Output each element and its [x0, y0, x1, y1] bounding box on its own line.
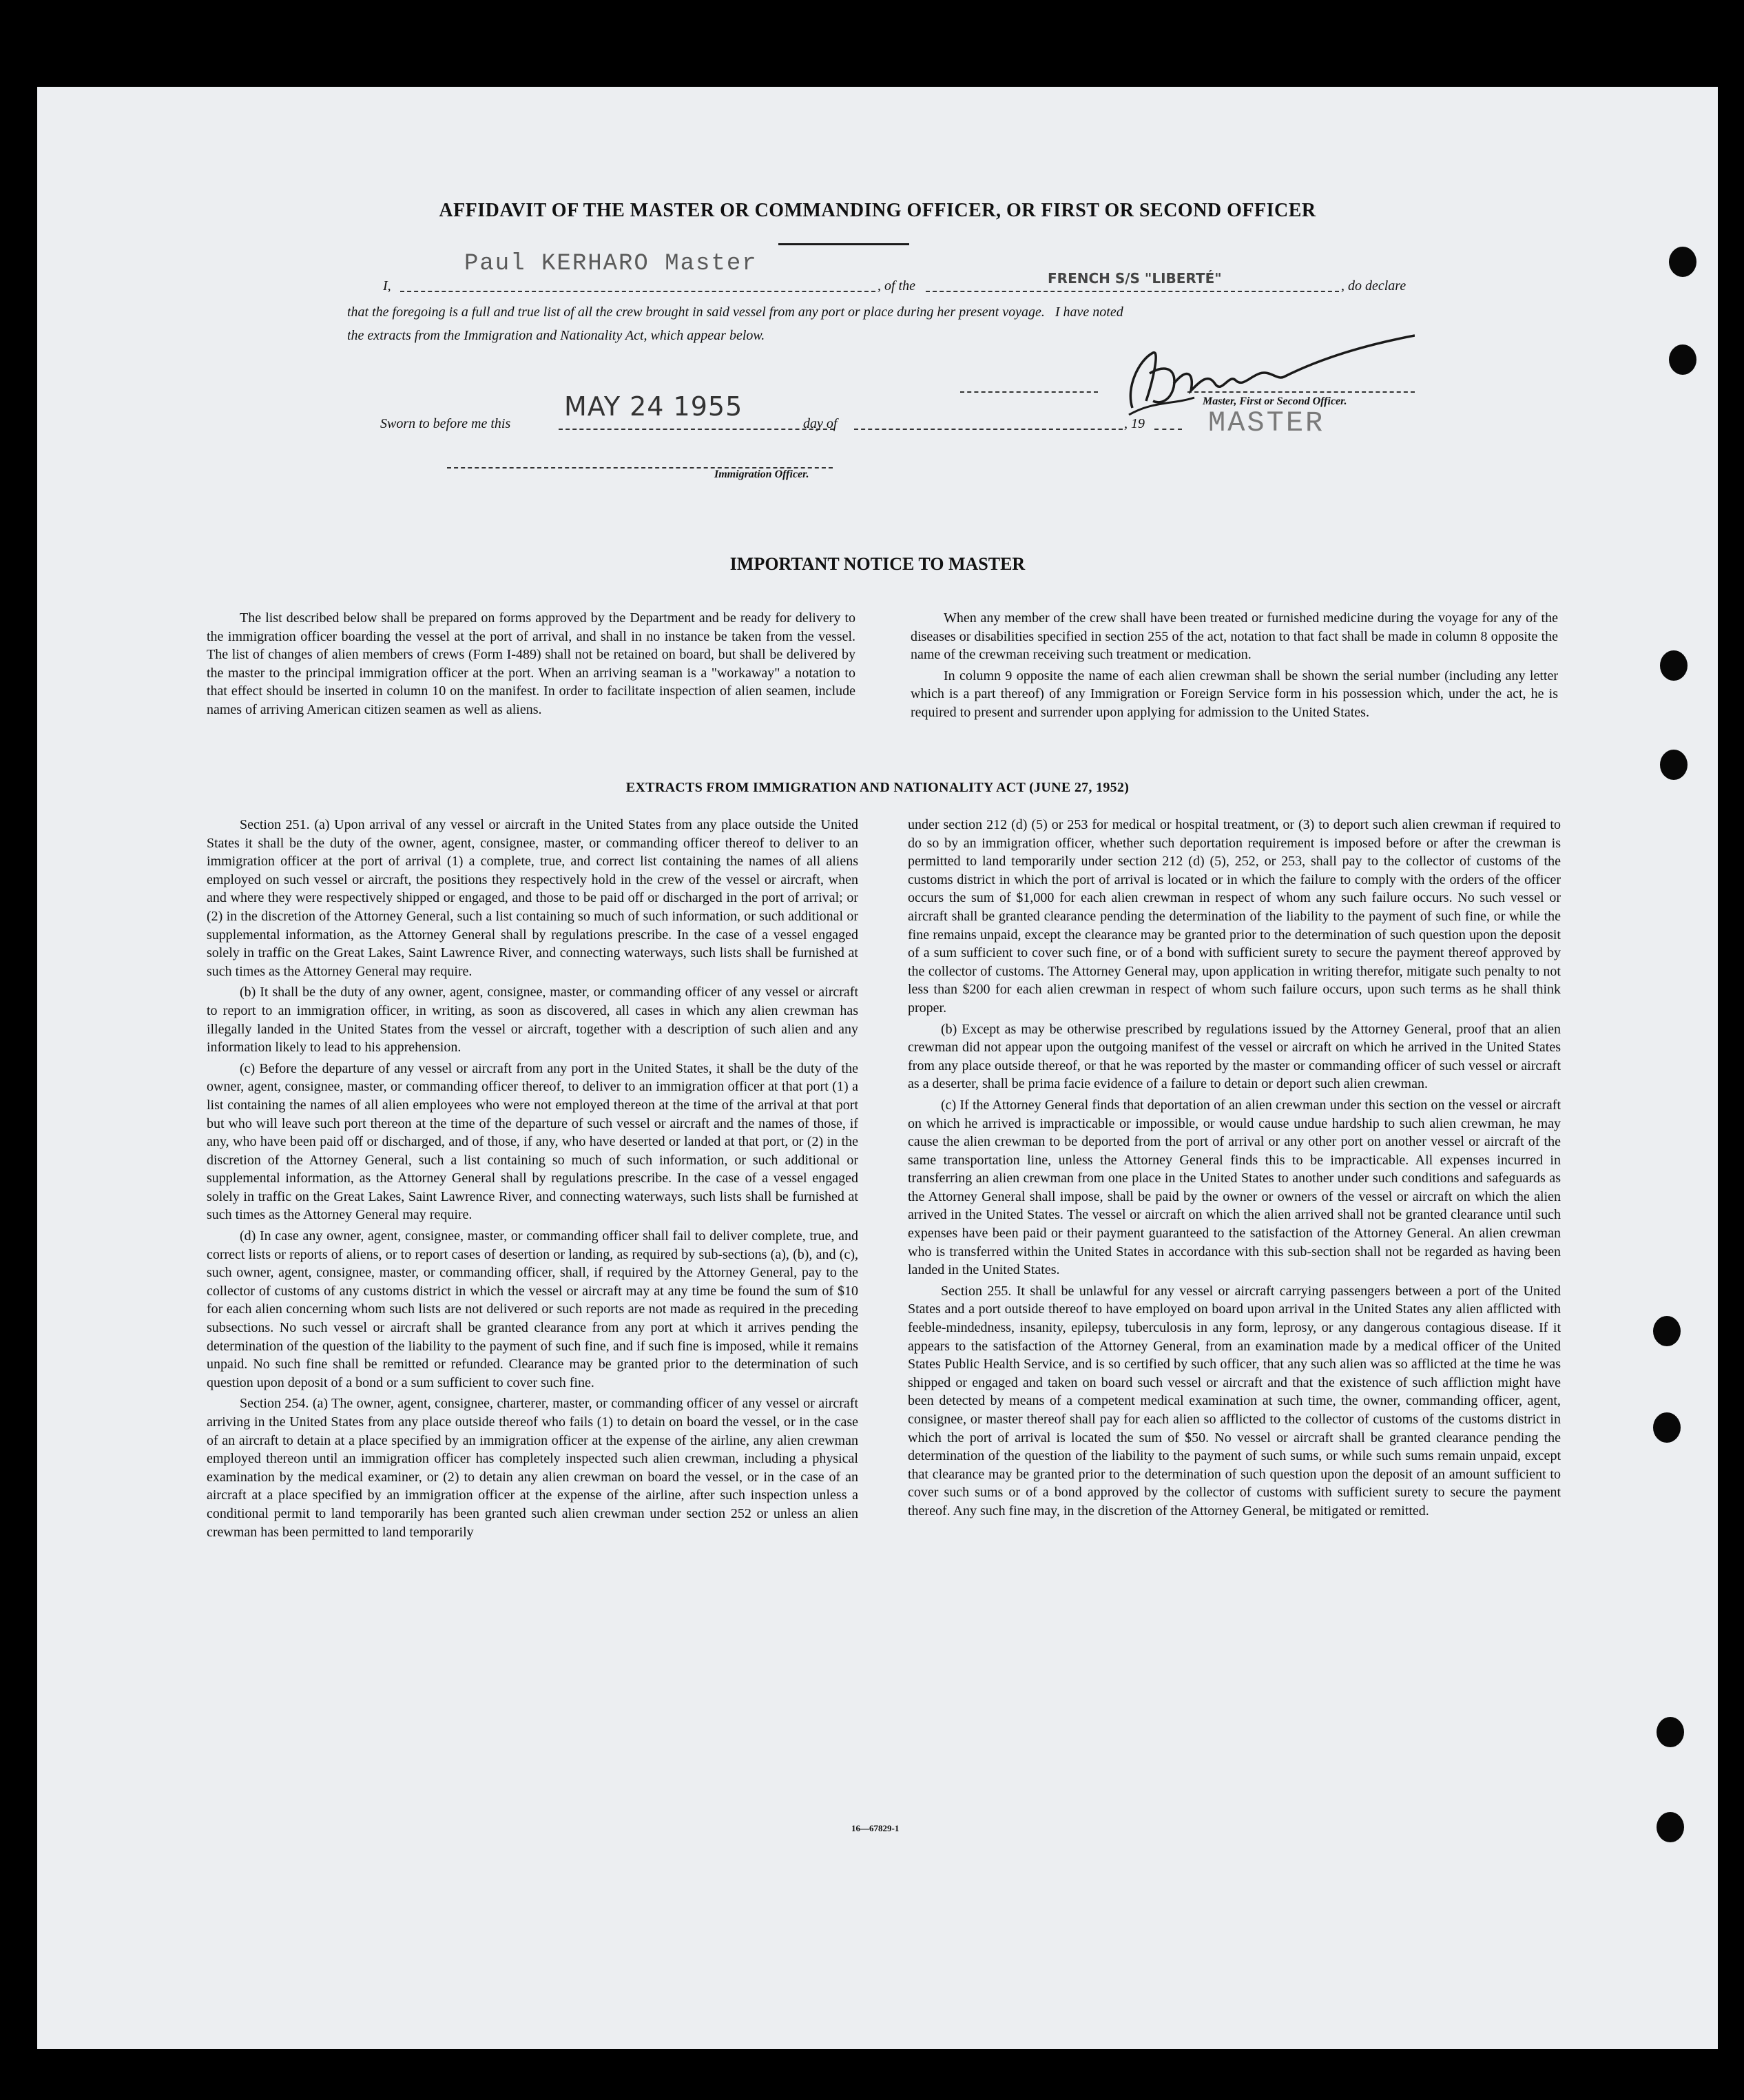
i-label: I, [383, 278, 391, 294]
month-dotted-line [854, 429, 1123, 430]
punch-hole [1669, 247, 1696, 277]
extract-left-paragraph: Section 251. (a) Upon arrival of any vessel or aircraft in the United States from any place outside the United States it shall be the duty of the owner, agent, consignee, master, or commanding officer thereof to deliver to an immigration officer at the port of arrival (1) a complete, true, and correct list containing the names of all aliens employed on such vessel or aircraft, the positions they respectively hold in the crew of the vessel or aircraft, when and where they were respectively shipped or engaged, and those to be paid off or discharged in the port of arrival; or (2) in the discretion of the Attorney General, such a list containing so much of such information, or such additional or supplemental information, as the Attorney General shall by regulations prescribe. In the case of a vessel engaged solely in traffic on the Great Lakes, Saint Lawrence River, and connecting waterways, such lists shall be furnished at such times as the Attorney General may require. [207, 817, 858, 979]
year-dotted-line [1154, 429, 1182, 430]
sworn-label: Sworn to before me this [380, 416, 511, 431]
punch-hole [1657, 1717, 1684, 1747]
extract-left-paragraph: Section 254. (a) The owner, agent, consignee, charterer, master, or commanding officer of any vessel or aircraft arriving in the United States from any place outside thereof who fails (1) to detain on board the vessel, or in the case of an aircraft to detain at a place specified by an immigration officer at the expense of the airline, any alien crewman employed thereon until an immigration officer has completely inspected such alien crewman, including a physical examination by the medical examiner, or (2) to detain any alien crewman on board the vessel, or in the case of an aircraft at a place specified by an immigration officer at the expense of the airline, after such inspection unless a conditional permit to land temporarily has been granted such alien crewman under section 252 or unless an alien crewman has been permitted to land temporarily [207, 1396, 858, 1540]
punch-hole [1660, 750, 1688, 780]
master-stamp: MASTER [1208, 406, 1325, 440]
notice-left-paragraph: The list described below shall be prepared on forms approved by the Department and be ready for delivery to the immigration officer boarding the vessel at the port of arrival, and shall in no instance be taken from the vessel. The list of changes of alien members of crews (Form I-489) shall not be retained on board, but shall be delivered by the master to the principal immigration officer at the port. When an arriving seaman is a "workaway" a notation to that effect should be inserted in column 10 on the manifest. In order to facilitate inspection of alien seamen, include names of arriving American citizen seamen as well as aliens. [207, 610, 855, 717]
extracts-left-column [207, 816, 858, 1541]
declaration-line-3: the extracts from the Immigration and Nationality Act, which appear below. [347, 328, 765, 343]
punch-hole [1653, 1412, 1681, 1443]
declaration-line-2: that the foregoing is a full and true list of all the crew brought in said vessel from any port or place during her present voyage. I have noted [347, 305, 1123, 320]
extracts-right-column [908, 816, 1561, 1521]
immigration-officer-caption: Immigration Officer. [714, 469, 809, 480]
notice-right-column [911, 609, 1558, 722]
punch-hole [1660, 650, 1688, 681]
vessel-name-value: FRENCH S/S "LIBERTÉ" [1048, 270, 1222, 287]
extract-right-paragraph: Section 255. It shall be unlawful for any vessel or aircraft carrying passengers between a port of the United States and a port outside thereof to have employed on board upon arrival in the United States any alien afflicted with feeble-mindedness, insanity, epilepsy, tuberculosis in any form, leprosy, or any dangerous contagious disease. If it appears to the satisfaction of the Attorney General, from an examination made by a medical officer of the United States Public Health Service, and is so certified by such officer, that any such alien was so afflicted at the time he was shipped or engaged and taken on board such vessel or aircraft and that the existence of such affliction might have been detected by means of a competent medical examination at such time, the owner, commanding officer, agent, consignee, or master thereof shall pay for each alien so afflicted to the collector of customs of the customs district in which the port of arrival is located the sum of $50. No vessel or aircraft shall be granted clearance pending the determination of the question of the liability to the payment of such sums, or while such sums remain unpaid, except that clearance may be granted prior to the determination of such question upon the deposit of an amount sufficient to cover such sums or of a bond approved by the collector of customs with sufficient surety to secure the payment thereof. Any such fine may, in the discretion of the Attorney General, be mitigated or remitted. [908, 1283, 1561, 1519]
extracts-title: EXTRACTS FROM IMMIGRATION AND NATIONALITY ACT (JUNE 27, 1952) [625, 780, 1130, 795]
affidavit-title: AFFIDAVIT OF THE MASTER OR COMMANDING OFFICER, OR FIRST OR SECOND OFFICER [439, 200, 1316, 221]
notice-right-paragraph-1: When any member of the crew shall have been treated or furnished medicine during the voyage for any of the diseases or disabilities specified in section 255 of the act, notation to that fact shall be made in column 8 opposite the name of the crewman receiving such treatment or medication. [911, 610, 1558, 663]
signature-dotted-line-left [960, 391, 1098, 393]
officer-caption: Master, First or Second Officer. [1203, 395, 1347, 407]
form-code: 16—67829-1 [851, 1823, 900, 1833]
vessel-dotted-line [926, 291, 1339, 292]
sworn-date-value: MAY 24 1955 [564, 391, 743, 422]
punch-hole [1653, 1316, 1681, 1346]
punch-hole [1657, 1812, 1684, 1842]
extract-left-paragraph: (b) It shall be the duty of any owner, agent, consignee, master, or commanding officer of any vessel or aircraft to report to an immigration officer, in writing, as soon as discovered, all cases in which any alien crewman has illegally landed in the United States from the vessel or aircraft, together with a description of such alien and any information likely to lead to his apprehension. [207, 985, 858, 1056]
document-page [37, 87, 1718, 2049]
do-declare-label: , do declare [1341, 278, 1406, 294]
notice-right-paragraph-2: In column 9 opposite the name of each alien crewman shall be shown the serial number (including any letter which is a part thereof) of any Immigration or Foreign Service form in his possession which, under the act, he is required to present and surrender upon applying for admission to the United States. [911, 668, 1558, 720]
extract-right-paragraph: (c) If the Attorney General finds that deportation of an alien crewman under this section on the vessel or aircraft on which he arrived is impracticable or impossible, or would cause undue hardship to such alien crewman, he may cause the alien crewman to be deported from the port of arrival or any other port on another vessel or aircraft of the same transportation line, unless the Attorney General finds this to be impracticable. All expenses incurred in transferring an alien crewman from one place in the United States to another under such conditions and safeguards as the Attorney General shall impose, shall be paid by the owner or owners of the vessel or aircraft on which the alien arrived in the United States. The vessel or aircraft on which the alien arrived shall not be granted clearance until such expenses have been paid or their payment guaranteed to the satisfaction of the Attorney General. An alien crewman who is transferred within the United States in accordance with this sub-section shall not be regarded as having been landed in the United States. [908, 1097, 1561, 1278]
name-dotted-line [400, 291, 875, 292]
year-label: , 19 [1124, 416, 1145, 431]
notice-left-column [207, 609, 855, 719]
extract-left-paragraph: (c) Before the departure of any vessel or aircraft from any port in the United States, it shall be the duty of the owner, agent, consignee, master, or commanding officer thereof, to deliver to an immigration officer at that port (1) a list containing the names of all alien employees who were not employed thereon at the time of the arrival at that port but who will leave such port thereon at the time of the departure of such vessel or aircraft and the names of those, if any, who have been paid off or discharged, and of those, if any, who have deserted or landed at that port, or (2) in the discretion of the Attorney General, such a list containing so much of such information, or such additional or supplemental information, as the Attorney General shall by regulations prescribe. In the case of a vessel engaged solely in traffic on the Great Lakes, Saint Lawrence River, and connecting waterways, such lists shall be furnished at such times as the Attorney General may require. [207, 1060, 858, 1223]
extract-right-paragraph: (b) Except as may be otherwise prescribed by regulations issued by the Attorney General, proof that an alien crewman did not appear upon the outgoing manifest of the vessel or aircraft on which he arrived in the United States from any place outside thereof, or that he was reported by the master or commanding officer of such vessel or aircraft as a deserter, shall be prima facie evidence of a failure to detain or deport such alien crewman. [908, 1021, 1561, 1092]
notice-title: IMPORTANT NOTICE TO MASTER [729, 554, 1026, 574]
date-dotted-line [559, 429, 834, 430]
of-the-label: , of the [878, 278, 915, 294]
title-underline [778, 243, 909, 245]
punch-hole [1669, 344, 1696, 375]
extract-right-paragraph: under section 212 (d) (5) or 253 for medical or hospital treatment, or (3) to deport such alien crewman if required to do so by an immigration officer, whether such deportation requirement is imposed before or after the crewman is permitted to land temporarily under section 212 (d) (5), 252, or 253, shall pay to the collector of customs of the customs district in which the port of arrival is located or in which the failure to comply with the orders of the officer occurs the sum of $1,000 for each alien crewman in respect of whom any such failure occurs. No such vessel or aircraft shall be granted clearance pending the determination of the liability to the payment of such fine, or while the fine remains unpaid, except the clearance may be granted prior to the determination of such question upon the deposit of a sum sufficient to cover such fine, or of a bond with sufficient surety to secure the payment thereof approved by the collector of customs. The Attorney General may, upon application in writing therefor, mitigate such penalty to not less than $200 for each alien crewman in respect of whom such failure occurs, upon such terms as he shall think proper. [908, 817, 1561, 1016]
master-name-value: Paul KERHARO Master [464, 251, 758, 277]
extract-left-paragraph: (d) In case any owner, agent, consignee, master, or commanding officer shall fail to deliver complete, true, and correct lists or reports of aliens, or to report cases of desertion or landing, as required by sub-sections (a), (b), and (c), such owner, agent, consignee, master, or commanding officer, shall, if required by the Attorney General, pay to the collector of customs of any customs district in which the vessel or aircraft may at any time be found the sum of $10 for each alien concerning whom such lists are not delivered or such reports are not made as required in the preceding subsections. No such vessel or aircraft shall be granted clearance from any port at which it arrives pending the determination of the question of the liability to the payment of such fine, and if such fine is imposed, while it remains unpaid. No such fine shall be remitted or refunded. Clearance may be granted prior to the determination of such question upon deposit of a bond or a sum sufficient to cover such fine. [207, 1228, 858, 1390]
day-of-label: day of [803, 416, 838, 431]
